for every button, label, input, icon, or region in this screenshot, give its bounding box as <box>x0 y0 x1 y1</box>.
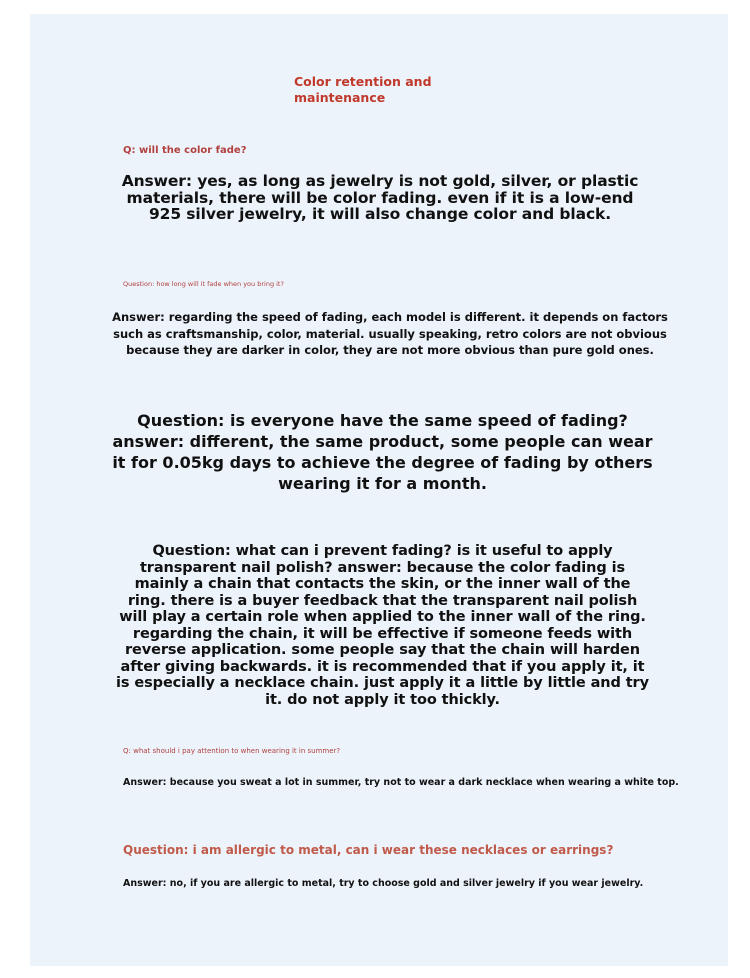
answer-summer-wear: Answer: because you sweat a lot in summer, try not to wear a dark necklace when wearing a white top. <box>123 777 679 788</box>
qa-prevent-fading: Question: what can i prevent fading? is it useful to apply transparent nail polish? answer: because the color fading is mainly a chain that contacts the skin, or the inner wall of the ring. there is a buyer feedback that the transparent nail polish will play a certain role when applied to the inner wall of the ring. regarding the chain, it will be effective if someone feeds with reverse application. some people say that the chain will harden after giving backwards. it is recommended that if you apply it, it is especially a necklace chain. just apply it a little by little and try it. do not apply it too thickly. <box>116 543 649 708</box>
answer-metal-allergy: Answer: no, if you are allergic to metal, try to choose gold and silver jewelry if you wear jewelry. <box>123 878 644 889</box>
page-title: Color retention and maintenance <box>294 74 432 105</box>
answer-color-fade: Answer: yes, as long as jewelry is not gold, silver, or plastic materials, there will be color fading. even if it is a low-end 925 silver jewelry, it will also change color and black. <box>121 172 639 223</box>
question-summer-wear: Q: what should i pay attention to when wearing it in summer? <box>123 747 341 755</box>
question-color-fade: Q: will the color fade? <box>123 145 247 156</box>
question-how-long-fade: Question: how long will it fade when you bring it? <box>123 280 284 288</box>
question-metal-allergy: Question: i am allergic to metal, can i wear these necklaces or earrings? <box>123 843 614 857</box>
answer-how-long-fade: Answer: regarding the speed of fading, each model is different. it depends on factors such as craftsmanship, color, material. usually speaking, retro colors are not obvious because they are darker in color, they are not more obvious than pure gold ones. <box>112 310 668 357</box>
qa-speed-of-fading: Question: is everyone have the same speed of fading? answer: different, the same product, some people can wear it for 0.05kg days to achieve the degree of fading by others wearing it for a month. <box>112 411 653 493</box>
